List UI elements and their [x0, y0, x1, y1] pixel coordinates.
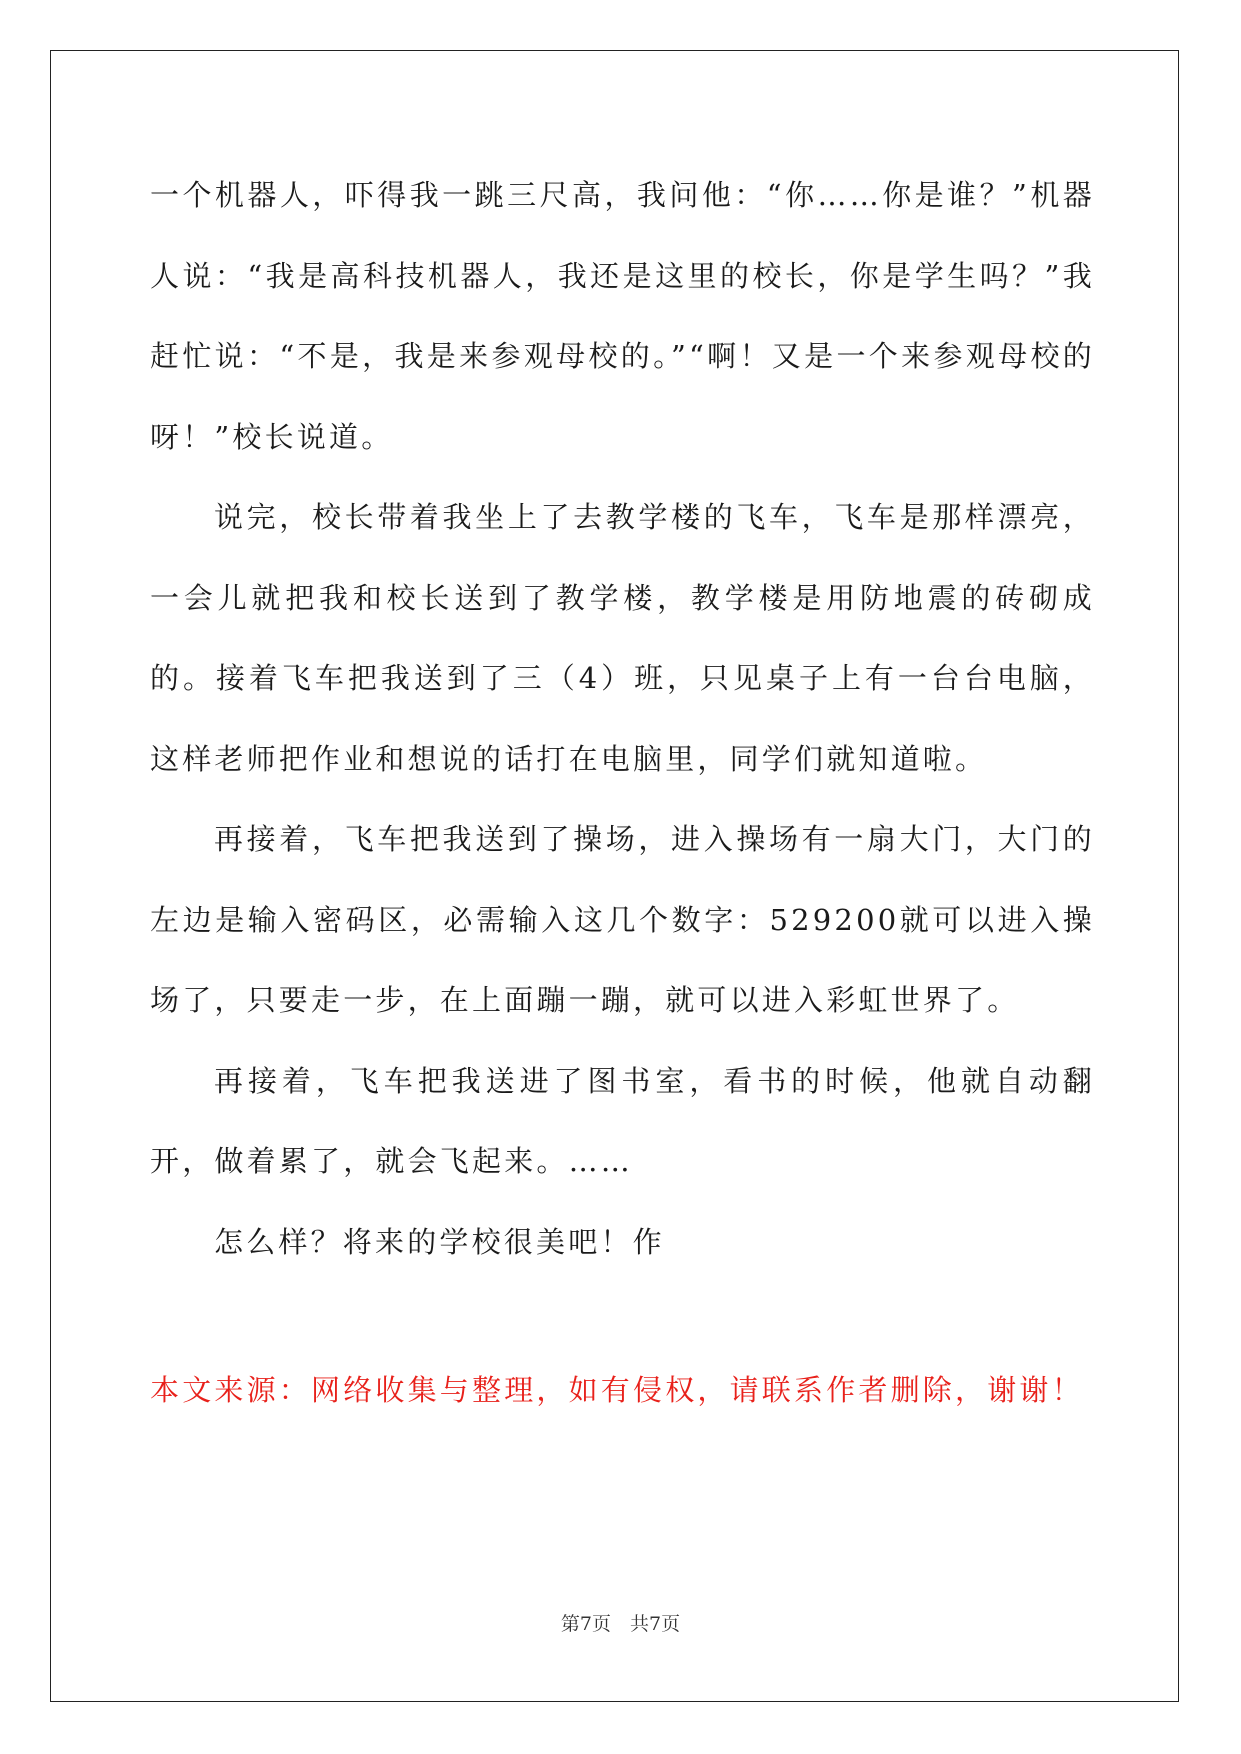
paragraph-2: 说完，校长带着我坐上了去教学楼的飞车，飞车是那样漂亮，一会儿就把我和校长送到了教学楼，教学楼是用防地震的砖砌成的。接着飞车把我送到了三（4）班，只见桌子上有一台台电脑，这样老师把作业和想说的话打在电脑里，同学们就知道啦。: [150, 500, 1095, 776]
document-body: [150, 155, 1095, 1282]
paragraph-5: 怎么样？将来的学校很美吧！作: [214, 1224, 665, 1259]
source-note: 本文来源：网络收集与整理，如有侵权，请联系作者删除，谢谢！: [150, 1373, 1084, 1407]
paragraph-3: 再接着，飞车把我送到了操场，进入操场有一扇大门，大门的左边是输入密码区，必需输入这几个数字：529200就可以进入操场了，只要走一步，在上面蹦一蹦，就可以进入彩虹世界了。: [150, 822, 1095, 1017]
paragraph-4: 再接着，飞车把我送进了图书室，看书的时候，他就自动翻开，做着累了，就会飞起来。……: [150, 1063, 1095, 1178]
paragraph-1: 一个机器人，吓得我一跳三尺高，我问他：“你……你是谁？”机器人说：“我是高科技机器人，我还是这里的校长，你是学生吗？”我赶忙说：“不是，我是来参观母校的。”“啊！又是一个来参观母校的呀！”校长说道。: [150, 178, 1095, 454]
page-number: 第7页 共7页: [560, 1613, 681, 1635]
